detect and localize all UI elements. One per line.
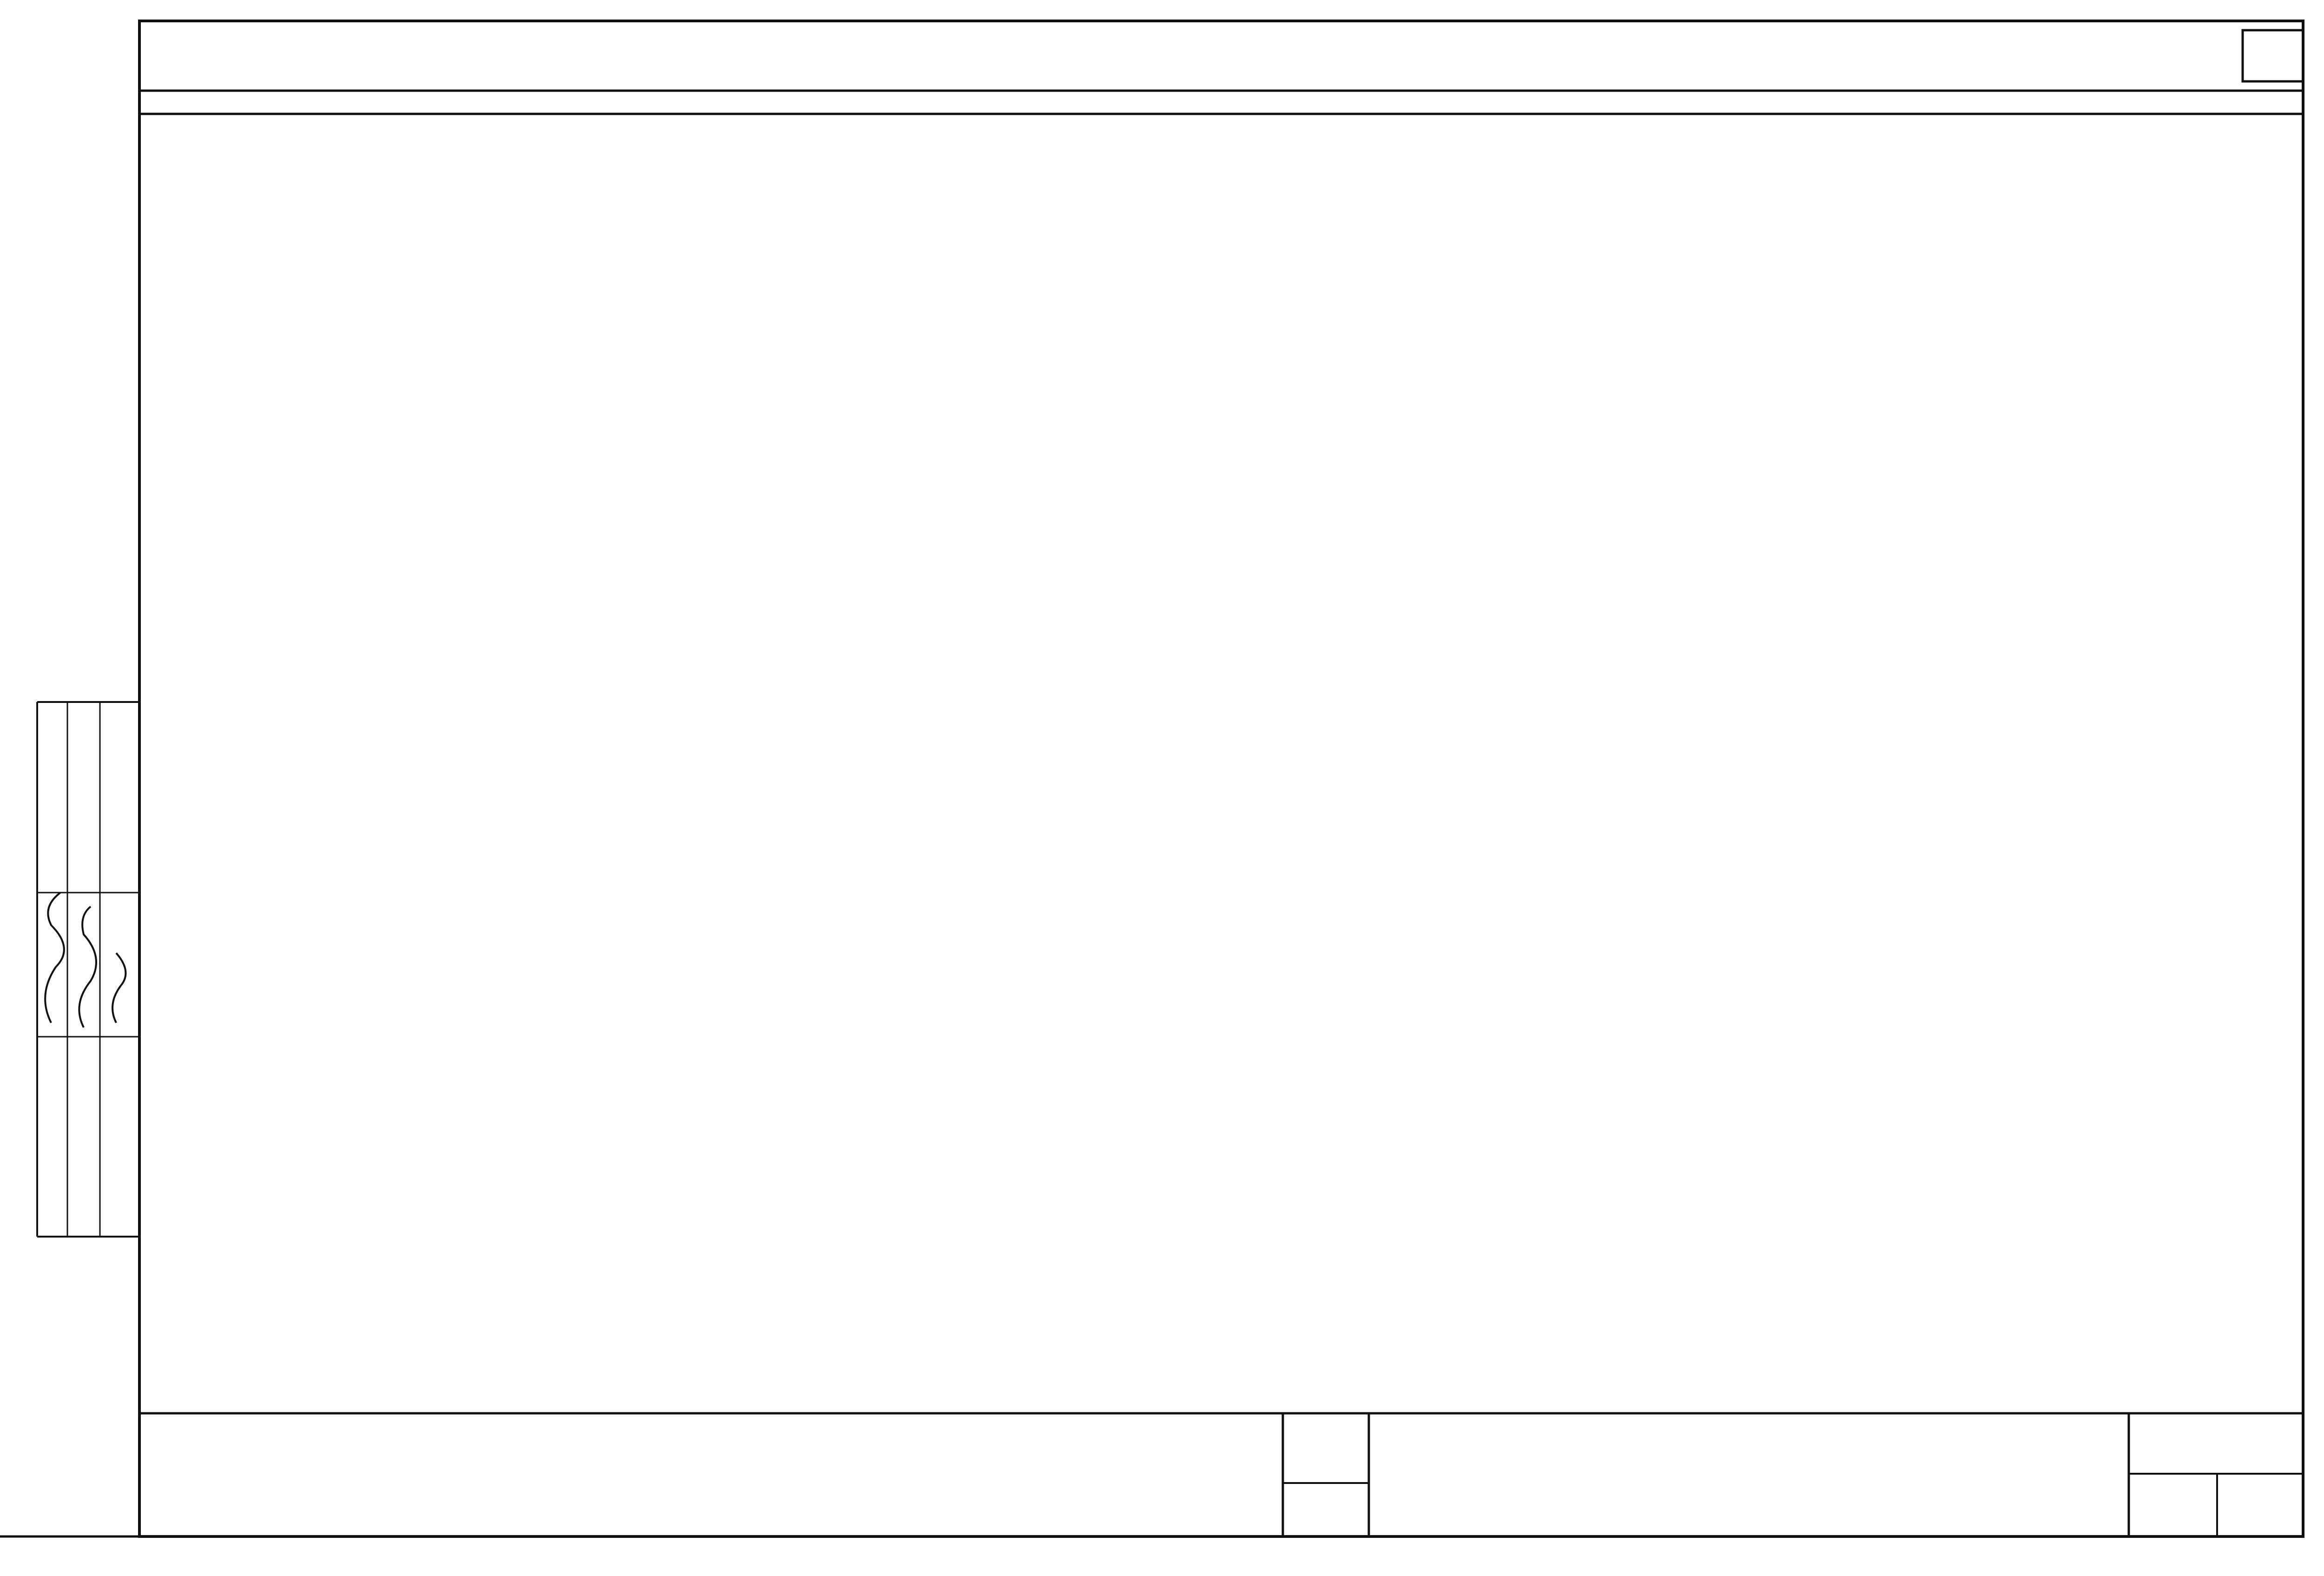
side-stamp xyxy=(0,702,139,1536)
sheet-frame xyxy=(139,21,2303,1536)
sheet-number-box xyxy=(2243,30,2303,81)
signature-scribble-3 xyxy=(112,953,125,1023)
title-block xyxy=(139,1413,2303,1536)
signature-scribble-1 xyxy=(45,893,64,1023)
signature-scribble-2 xyxy=(79,907,96,1027)
